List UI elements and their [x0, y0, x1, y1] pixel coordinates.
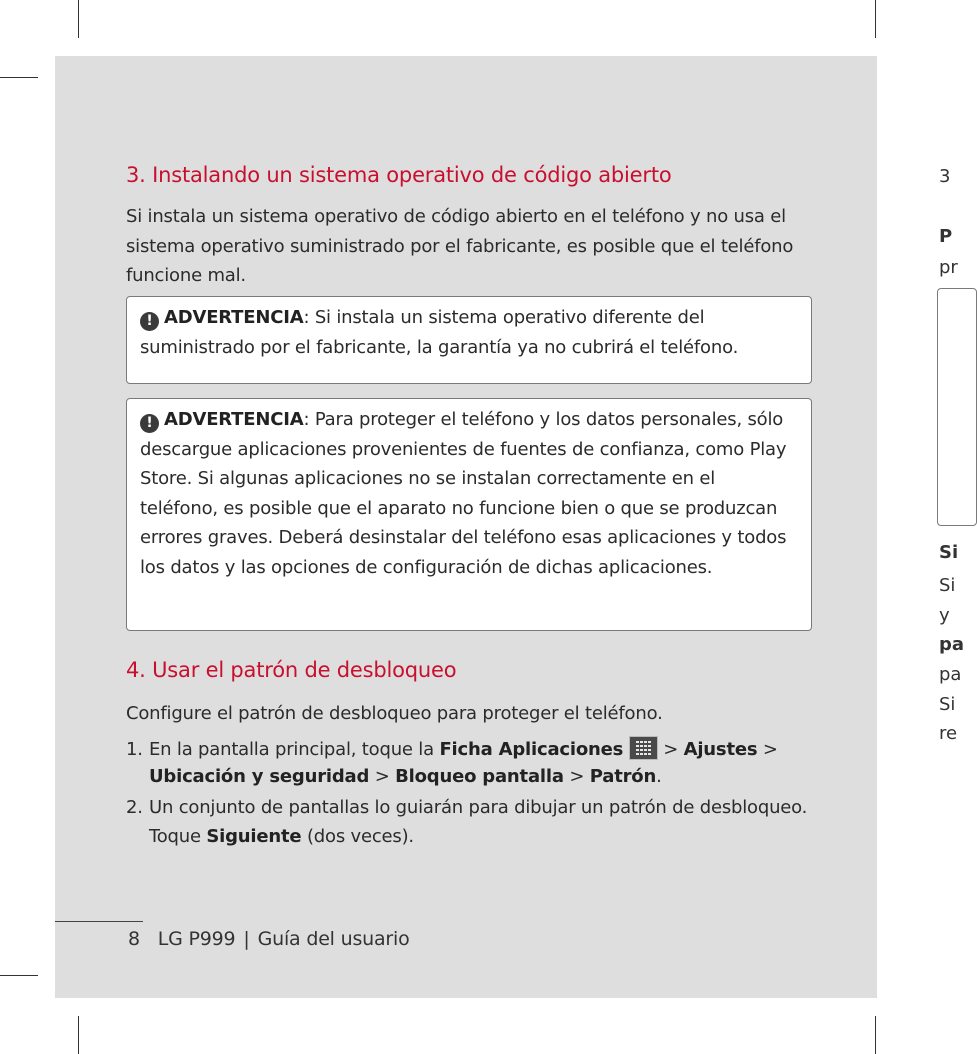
separator: > — [563, 766, 590, 787]
adjacent-page — [877, 56, 965, 998]
step-number: 1. — [126, 739, 143, 760]
step-text: En la pantalla principal, toque la — [149, 739, 440, 760]
menu-term: Bloqueo pantalla — [395, 766, 564, 787]
list-item — [126, 736, 816, 790]
exclamation-icon: ! — [140, 414, 159, 433]
cut-text: y — [939, 605, 950, 626]
page-number: 8 — [128, 928, 140, 950]
list-item — [126, 793, 816, 851]
crop-mark — [0, 77, 38, 78]
cut-text: pr — [939, 257, 958, 278]
exclamation-icon: ! — [140, 312, 159, 331]
section-3-heading: 3. Instalando un sistema operativo de código abierto — [126, 163, 672, 187]
menu-term: Patrón — [589, 766, 657, 787]
crop-mark — [0, 975, 38, 976]
step-text: Un conjunto de pantallas lo guiarán para dibujar un patrón de desbloqueo. Toque — [149, 797, 808, 847]
warning-text: : Para proteger el teléfono y los datos personales, sólo descargue aplicaciones provenientes de fuentes de confianza, como Play Store. Si algunas aplicaciones no se instalan correctamente en el teléfono, es posible que el aparato no funcione bien o que se produzcan errores graves. Deberá desinstalar del teléfono esas aplicaciones y todos los datos y las opciones de configuración de dichas aplicaciones. — [140, 409, 787, 578]
crop-mark — [875, 1016, 876, 1054]
warning-box-1 — [126, 296, 812, 384]
section-4-heading: 4. Usar el patrón de desbloqueo — [126, 658, 457, 682]
model-name: LG P999 — [157, 928, 236, 950]
footer-rule — [55, 921, 143, 922]
footer-separator: | — [243, 928, 250, 950]
cut-text: P — [939, 226, 953, 247]
cut-text: 3 — [939, 166, 951, 187]
crop-mark — [78, 1016, 79, 1054]
warning-label: ADVERTENCIA — [164, 409, 304, 430]
warning-text: : Si instala un sistema operativo diferente del suministrado por el fabricante, la garantía ya no cubrirá el teléfono. — [140, 307, 739, 358]
menu-term: Ajustes — [683, 739, 758, 760]
menu-term: Ubicación y seguridad — [149, 766, 370, 787]
apps-grid-icon — [629, 736, 658, 760]
menu-term: Siguiente — [206, 826, 302, 847]
crop-mark — [875, 0, 876, 38]
warning-box-cut — [937, 288, 977, 526]
crop-mark — [78, 0, 79, 38]
menu-term: Ficha Aplicaciones — [439, 739, 624, 760]
separator: > — [657, 739, 684, 760]
cut-text: pa — [939, 664, 962, 685]
cut-text: re — [939, 723, 958, 744]
section-3-body: Si instala un sistema operativo de código abierto en el teléfono y no usa el sistema operativo suministrado por el fabricante, es posible que el teléfono funcione mal. — [126, 206, 794, 286]
warning-label: ADVERTENCIA — [164, 307, 304, 328]
manual-page — [55, 56, 877, 998]
steps-list — [126, 736, 816, 851]
separator: > — [369, 766, 396, 787]
cut-text: Si — [939, 575, 956, 596]
warning-box-2 — [126, 398, 812, 631]
period: . — [656, 766, 662, 787]
cut-text: Si — [939, 694, 956, 715]
separator: > — [757, 739, 778, 760]
cut-text: pa — [939, 634, 965, 655]
page-footer — [128, 928, 410, 950]
step-number: 2. — [126, 797, 143, 818]
cut-text: Si — [939, 542, 959, 563]
step-text: (dos veces). — [301, 826, 414, 847]
section-4-intro: Configure el patrón de desbloqueo para proteger el teléfono. — [126, 703, 663, 724]
guide-title: Guía del usuario — [257, 928, 410, 950]
